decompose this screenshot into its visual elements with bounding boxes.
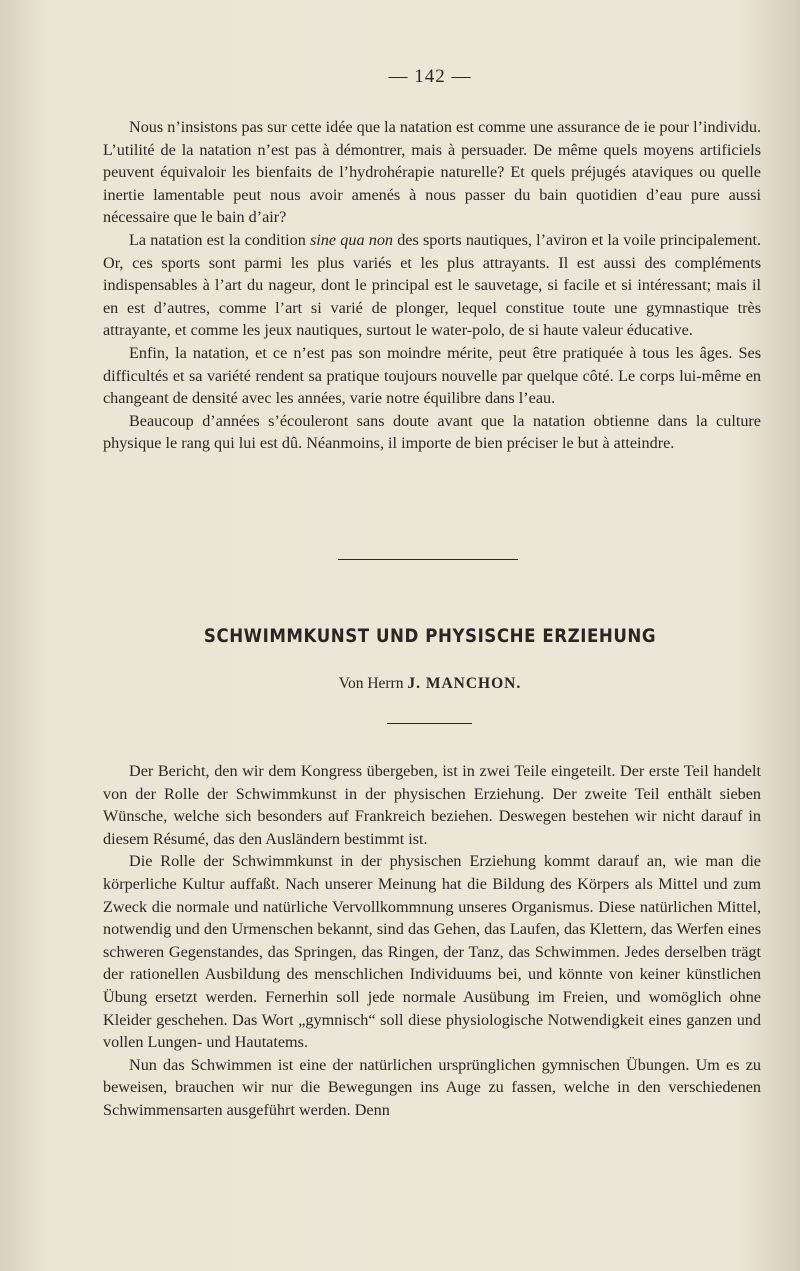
paragraph-text: Beaucoup d’années s’écouleront sans doute avant que la natation obtienne dans la culture physique le rang qui lui est dû. Néanmoins, il importe de bien préciser le but à atteindre. xyxy=(103,411,761,453)
paragraph-text: des sports nautiques, l’aviron et la voile principalement. Or, ces sports sont parmi les plus variés et les plus attrayants. Il est aussi des compléments indispensables à l’art du nageur, dont le principal est le sauvetage, si facile et si intéressant; mais il en est d’autres, comme l’art si varié de plonger, lequel constitue toute une gymnastique très attrayante, et comme les jeux nautiques, surtout le water-polo, de si haute valeur éducative. xyxy=(103,230,761,340)
german-paragraph: Die Rolle der Schwimmkunst in der physischen Erziehung kommt darauf an, wie man die körperliche Kultur auffaßt. Nach unserer Meinung hat die Bildung des Körpers als Mittel und zum Zweck die normale und natürliche Vervollkommnung unseres Organismus. Diese natürlichen Mittel, notwendig und den Urmenschen bekannt, sind das Gehen, das Laufen, das Klettern, das Werfen eines schweren Gegenstandes, das Springen, das Ringen, der Tanz, das Schwimmen. Jedes derselben trägt der rationellen Ausbildung des menschlichen Individuums bei, und könnte von keiner künstlichen Übung ersetzt werden. Fernerhin soll jede normale Ausübung im Freien, und womöglich ohne Kleider geschehen. Das Wort „gymnisch“ soll diese physiologische Notwendigkeit eines ganzen und vollen Lungen- und Hautatems. xyxy=(103,852,761,1052)
french-paragraph xyxy=(103,116,761,229)
byline xyxy=(0,675,800,693)
french-paragraph xyxy=(103,229,761,342)
french-paragraph xyxy=(103,410,761,455)
french-paragraph xyxy=(103,342,761,410)
paragraph-text: Nous n’insistons pas sur cette idée que la natation est comme une assurance de ie pour l’individu. L’utilité de la natation n’est pas à démontrer, mais à persuader. De même quels moyens artificiels peuvent équivaloir les bienfaits de l’hydrohérapie naturelle? Et quels préjugés ataviques ou quelle inertie lamentable peut nous avoir amenés à nous passer du bain quotidien d’eau pure aussi nécessaire que le bain d’air? xyxy=(103,118,761,227)
german-text-block xyxy=(103,760,761,1122)
french-text-block xyxy=(103,116,761,455)
german-paragraph: Der Bericht, den wir dem Kongress übergeben, ist in zwei Teile eingeteilt. Der erste Teil handelt von der Rolle der Schwimmkunst in der physischen Erziehung. Der zweite Teil enthält sieben Wünsche, welche sich besonders auf Frankreich beziehen. Deswegen bestehen wir nicht darauf in diesem Résumé, das den Ausländern bestimmt ist. xyxy=(103,762,761,848)
section-divider xyxy=(338,559,518,560)
byline-divider xyxy=(387,723,472,724)
paragraph-text: Enfin, la natation, et ce n’est pas son moindre mérite, peut être pratiquée à tous les âges. Ses difficultés et sa variété rendent sa pratique toujours nouvelle par quelque côté. Le corps lui-même en changeant de densité avec les années, varie notre équilibre dans l’eau. xyxy=(103,343,761,408)
paragraph-text: La natation est la condition xyxy=(129,230,310,249)
section-heading: SCHWIMMKUNST UND PHYSISCHE ERZIEHUNG xyxy=(203,626,657,647)
byline-author: J. MANCHON. xyxy=(407,675,522,692)
german-paragraph: Nun das Schwimmen ist eine der natürlichen ursprünglichen gymnischen Übungen. Um es zu beweisen, brauchen wir nur die Bewegungen ins Auge zu fassen, welche in den verschiedenen Schwimmensarten ausgeführt werden. Denn xyxy=(103,1055,761,1119)
page-number: — 142 — xyxy=(388,66,472,87)
byline-prefix: Von Herrn xyxy=(338,675,404,692)
latin-phrase: sine qua non xyxy=(309,230,394,249)
